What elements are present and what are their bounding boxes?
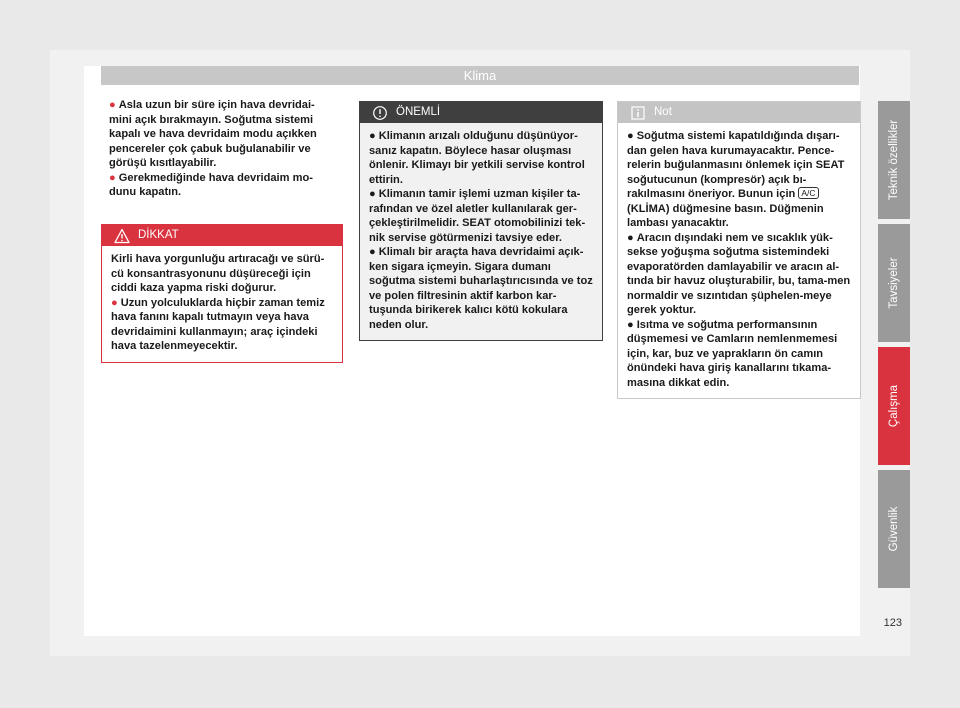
list-item: ● Klimanın arızalı olduğunu düşünüyor-sanız kapatın. Böylece hasar oluşması önlenir. Klimayı bir yetkili servise kontrol ettirin. [369,130,585,186]
list-item: ● Klimanın tamir işlemi uzman kişiler ta-rafından ve özel aletler kullanılarak ger-çekleştirilmelidir. SEAT otomobilinizi tek-nik servise götürmenizi tavsiye eder. [369,188,586,244]
warning-box [101,224,343,363]
ac-button-key: A/C [798,187,818,199]
bullet-icon: ● [109,171,116,184]
important-box [359,101,603,341]
bullet-icon: ● [111,296,118,309]
list-item: ● Asla uzun bir süre için hava devridai-mini açık bırakmayın. Soğutma sistemi kapalı ve hava devridaim modu açıkken pencereler çok çabuk buğulanabilir ve görüşü kısıtlayabilir. [109,99,317,169]
list-item: ● Isıtma ve soğutma performansının düşmemesi ve Camların nemlenmemesi için, kar, buz ve yaprakların ön camın önündeki hava giriş kanallarını tıkama-masına dikkat edin. [627,318,838,389]
exclamation-circle-icon [372,105,388,121]
note-box [617,101,861,399]
warning-triangle-icon [114,228,130,244]
bullet-icon: ● [627,130,634,142]
bullet-icon: ● [369,246,376,258]
warning-box-body [102,246,342,362]
list-item: ● Uzun yolculuklarda hiçbir zaman temiz hava fanını kapalı tutmayın veya hava devridaimini kullanmayın; araç içindeki hava tazelenmeyecektir. [111,296,325,352]
left-column [109,98,331,200]
tab-teknik-ozellikler[interactable]: Teknik özellikler [878,101,910,219]
bullet-icon: ● [109,99,116,111]
note-box-body [618,123,860,398]
important-box-header [360,102,602,123]
list-item: ● Aracın dışındaki nem ve sıcaklık yük-sekse yoğuşma soğutma sistemindeki evaporatörden damlayabilir ve aracın al-tında bir havuz oluşturabilir, bu, tama-men normaldir ve sızıntıdan şüphelen-meye gerek yoktur. [627,231,851,316]
page-number: 123 [883,617,902,629]
bullet-icon: ● [627,231,634,244]
list-item: ● Soğutma sistemi kapatıldığında dışarı-dan gelen hava kurumayacaktır. Pence-relerin buğulanmasını önlemek için SEAT soğutucunun (kompresör) açık bı-rakılmasını öneriyor. Bunun için A/C (KLİMA) düğmesine basın. Düğmenin lambası yanacaktır. [627,130,845,229]
note-box-header [618,102,860,123]
note-box-title: Not [654,106,672,118]
list-item: ● Klimalı bir araçta hava devridaimi açık-ken sigara içmeyin. Sigara dumanı soğutma sistemi buharlaştırıcısında ve toz ve polen filtresinin aktif karbon kar-tuşunda birikerek kalıcı kötü kokulara neden olur. [369,246,593,331]
important-box-title: ÖNEMLİ [396,106,441,118]
warning-paragraph: Kirli hava yorgunluğu artıracağı ve sürü-cü konsantrasyonunu düşüreceği için ciddi kaza yapma riski doğurur. [111,253,325,294]
important-box-body [360,123,602,340]
info-square-icon [630,105,646,121]
tab-guvenlik[interactable]: Güvenlik [878,470,910,588]
bullet-icon: ● [369,188,376,200]
list-item: ● Gerekmediğinde hava devridaim mo-dunu kapatın. [109,171,313,198]
warning-box-header [102,225,342,246]
section-header [101,66,859,85]
warning-box-title: DİKKAT [138,229,179,241]
section-title: Klima [463,68,497,83]
bullet-icon: ● [369,130,376,142]
bullet-icon: ● [627,318,634,331]
tab-calisma[interactable]: Çalışma [878,347,910,465]
tab-tavsiyeler[interactable]: Tavsiyeler [878,224,910,342]
